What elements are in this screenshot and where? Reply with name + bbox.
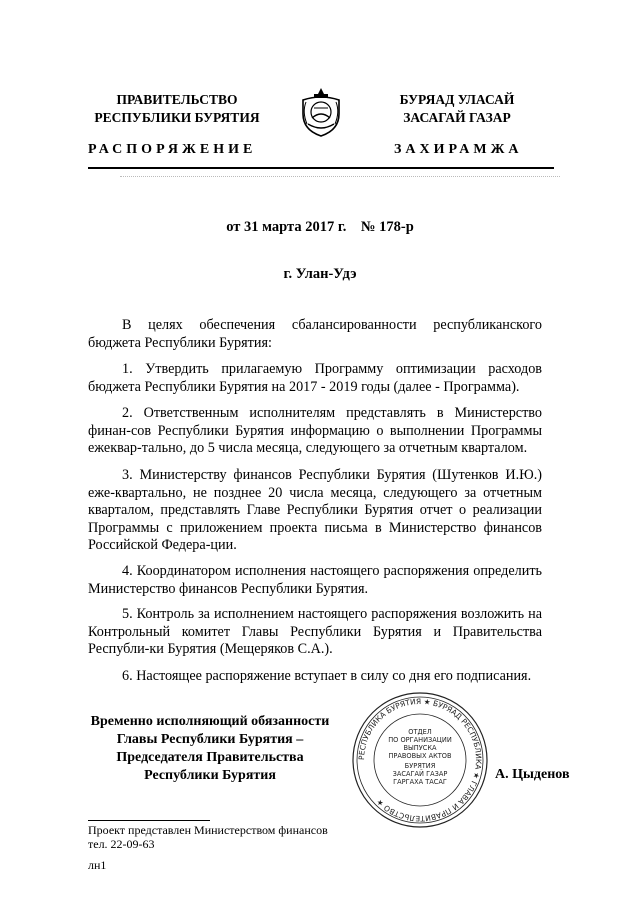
signatory-title (82, 713, 338, 785)
header-divider (88, 167, 554, 169)
header-dotted-line (120, 176, 560, 180)
stamp-center-line1: ОТДЕЛ (408, 728, 432, 736)
paragraph-6: 6. Настоящее распоряжение вступает в силу со дня его подписания. (122, 668, 532, 684)
phone-number: тел. 22-09-63 (88, 837, 155, 851)
header-left-line1: ПРАВИТЕЛЬСТВО (116, 92, 238, 107)
doc-type-left: РАСПОРЯЖЕНИЕ (88, 142, 257, 157)
official-stamp (350, 690, 490, 830)
intro-paragraph: В целях обеспечения сбалансированности республиканского бюджета Республики Бурятия: (88, 317, 542, 351)
stamp-center-line2: ПО ОРГАНИЗАЦИИ (388, 736, 452, 744)
stamp-center-line3: ВЫПУСКА (403, 744, 437, 752)
header-right-line1: БУРЯАД УЛАСАЙ (399, 92, 515, 107)
stamp-ring-text: РЕСПУБЛИКА БУРЯТИЯ ★ БУРЯАД РЕСПУБЛИКА ★ ГЛАВА И ПРАВИТЕЛЬСТВО ★ (356, 696, 484, 824)
signatory-title-line4: Республики Бурятия (144, 768, 276, 783)
stamp-center-line6: ЗАСАГАЙ ГАЗАР (392, 770, 448, 778)
svg-text:РЕСПУБЛИКА БУРЯТИЯ ★ БУРЯАД РЕ (357, 697, 483, 823)
signatory-title-line2: Главы Республики Бурятия – (116, 732, 304, 747)
draft-note: Проект представлен Министерством финансов (88, 823, 328, 837)
signatory-title-line1: Временно исполняющий обязанности (90, 714, 330, 729)
city: г. Улан-Удэ (283, 266, 357, 282)
paragraph-2: 2. Ответственным исполнителям представлять в Министерство финан-сов Республики Бурятия информацию о выполнении Программы ежеквар-тально, до 5 числа месяца, следующего за отчетным кварталом. (88, 405, 542, 456)
document-code: лн1 (88, 858, 107, 872)
paragraph-1: 1. Утвердить прилагаемую Программу оптимизации расходов бюджета Республики Бурятия на 2017 - 2019 годы (далее - Программа). (88, 361, 542, 395)
footer-divider (88, 820, 210, 821)
paragraph-4: 4. Координатором исполнения настоящего распоряжения определить Министерство финансов Республики Бурятия. (88, 563, 542, 597)
signatory-name: А. Цыденов (495, 767, 570, 782)
doc-type-right: ЗАХИРАМЖА (394, 142, 523, 157)
header-right-line2: ЗАСАГАЙ ГАЗАР (403, 110, 511, 125)
stamp-center-line7: ГАРГАХА ТАСАГ (393, 778, 447, 786)
paragraph-3: 3. Министерству финансов Республики Бурятия (Шутенков И.Ю.) еже-квартально, не позднее 20 числа месяца, следующего за отчетным кварталом, представлять Главе Республики Бурятия отчет о реализации Программы с приложением проекта письма в Министерство финансов Российской Федера-ции. (88, 467, 542, 553)
header-right-authority (372, 91, 542, 127)
signatory-title-line3: Председателя Правительства (116, 750, 304, 765)
stamp-center-line4: ПРАВОВЫХ АКТОВ (388, 752, 452, 760)
date-and-number: от 31 марта 2017 г. № 178-р (226, 219, 414, 235)
stamp-center-line5: БУРЯТИЯ (404, 762, 436, 770)
header-left-line2: РЕСПУБЛИКИ БУРЯТИЯ (94, 110, 260, 125)
paragraph-5: 5. Контроль за исполнением настоящего распоряжения возложить на Контрольный комитет Главы Республики Бурятия и Правительства Республи-ки Бурятия (Мещеряков С.А.). (88, 606, 542, 657)
header-left-authority (88, 91, 266, 127)
coat-of-arms-emblem (298, 84, 344, 138)
